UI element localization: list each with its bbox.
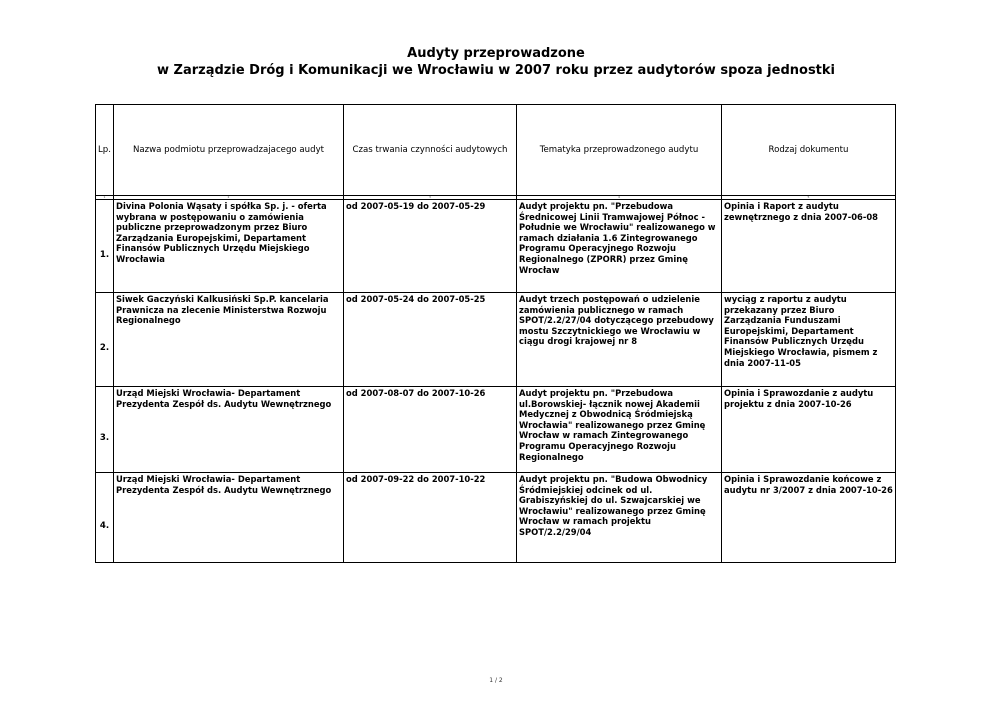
cell-rodzaj: wyciąg z raportu z audytu przekazany przez Biuro Zarządzania Funduszami Europejskimi, Departament Finansów Publicznych Urzędu Miejskiego Wrocławia, pismem z dnia 2007-11-05: [722, 293, 896, 387]
table-row: [96, 200, 896, 293]
cell-rodzaj: Opinia i Raport z audytu zewnętrznego z dnia 2007-06-08: [722, 200, 896, 293]
cell-rodzaj: Opinia i Sprawozdanie końcowe z audytu nr 3/2007 z dnia 2007-10-26: [722, 473, 896, 563]
document-subtitle: w Zarządzie Dróg i Komunikacji we Wrocławiu w 2007 roku przez audytorów spoza jednostki: [157, 63, 835, 78]
header-czas: Czas trwania czynności audytowych: [344, 105, 517, 196]
row-number: 4.: [96, 473, 114, 563]
cell-podmiot: Divina Polonia Wąsaty i spółka Sp. j. - oferta wybrana w postępowaniu o zamówienia publiczne przeprowadzonym przez Biuro Zarządzania Europejskimi, Departament Finansów Publicznych Urzędu Miejskiego Wrocławia: [114, 200, 344, 293]
cell-czas: od 2007-08-07 do 2007-10-26: [344, 387, 517, 473]
cell-tematyka: Audyt projektu pn. "Przebudowa ul.Borowskiej- łącznik nowej Akademii Medycznej z Obwodnicą Śródmiejską Wrocławia" realizowanego przez Gminę Wrocław w ramach Zintegrowanego Programu Operacyjnego Rozwoju Regionalnego: [517, 387, 722, 473]
column-number: 1: [96, 196, 114, 200]
cell-podmiot: Siwek Gaczyński Kalkusiński Sp.P. kancelaria Prawnicza na zlecenie Ministerstwa Rozwoju Regionalnego: [114, 293, 344, 387]
header-podmiot: Nazwa podmiotu przeprowadzajacego audyt: [114, 105, 344, 196]
row-number: 1.: [96, 200, 114, 293]
table-row: [96, 293, 896, 387]
cell-czas: od 2007-05-24 do 2007-05-25: [344, 293, 517, 387]
header-tematyka: Tematyka przeprowadzonego audytu: [517, 105, 722, 196]
cell-tematyka: Audyt projektu pn. "Budowa Obwodnicy Śródmiejskiej odcinek od ul. Grabiszyńskiej do ul. Szwajcarskiej we Wrocławiu" realizowanego przez Gminę Wrocław w ramach projektu SPOT/2.2/29/04: [517, 473, 722, 563]
cell-czas: od 2007-05-19 do 2007-05-29: [344, 200, 517, 293]
cell-rodzaj: Opinia i Sprawozdanie z audytu projektu z dnia 2007-10-26: [722, 387, 896, 473]
document-title: Audyty przeprowadzone: [407, 46, 585, 61]
cell-tematyka: Audyt trzech postępowań o udzielenie zamówienia publicznego w ramach SPOT/2.2/27/04 dotyczącego przebudowy mostu Szczytnickiego we Wrocławiu w ciągu drogi krajowej nr 8: [517, 293, 722, 387]
column-number: 2: [114, 196, 344, 200]
table-row: [96, 473, 896, 563]
column-number: 5: [722, 196, 896, 200]
header-rodzaj: Rodzaj dokumentu: [722, 105, 896, 196]
cell-podmiot: Urząd Miejski Wrocławia- Departament Prezydenta Zespół ds. Audytu Wewnętrznego: [114, 473, 344, 563]
column-number: 3: [344, 196, 517, 200]
cell-podmiot: Urząd Miejski Wrocławia- Departament Prezydenta Zespół ds. Audytu Wewnętrznego: [114, 387, 344, 473]
row-number: 3.: [96, 387, 114, 473]
cell-tematyka: Audyt projektu pn. "Przebudowa Średnicowej Linii Tramwajowej Północ - Południe we Wrocławiu" realizowanego w ramach działania 1.6 Zintegrowanego Programu Operacyjnego Rozwoju Regionalnego (ZPORR) przez Gminę Wrocław: [517, 200, 722, 293]
audit-table: [95, 104, 896, 563]
header-lp: Lp.: [96, 105, 114, 196]
table-row: [96, 387, 896, 473]
page-number: 1 / 2: [489, 677, 503, 684]
row-number: 2.: [96, 293, 114, 387]
table-header-row: [96, 105, 896, 196]
cell-czas: od 2007-09-22 do 2007-10-22: [344, 473, 517, 563]
column-number: 4: [517, 196, 722, 200]
